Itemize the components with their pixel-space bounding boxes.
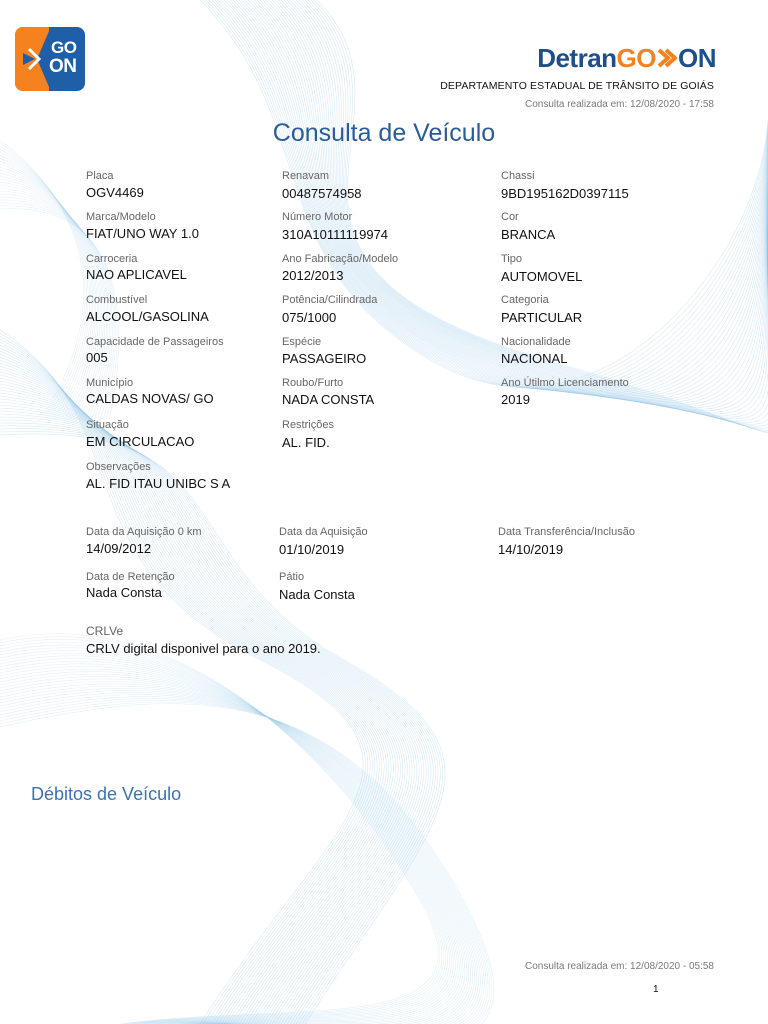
situacao-label: Situação (86, 419, 129, 431)
marca-modelo-value: FIAT/UNO WAY 1.0 (86, 226, 199, 241)
data-aquisicao-0km-label: Data da Aquisição 0 km (86, 526, 202, 538)
restricoes-label: Restrições (282, 419, 334, 431)
potencia-value: 075/1000 (282, 310, 337, 325)
municipio-label: Município (86, 377, 134, 389)
nacionalidade-label: Nacionalidade (501, 336, 571, 348)
crlve-label: CRLVe (86, 624, 124, 638)
data-retencao-value: Nada Consta (86, 585, 162, 600)
renavam-label: Renavam (282, 170, 330, 182)
ano-fabricacao-label: Ano Fabricação/Modelo (282, 253, 399, 265)
consulta-timestamp-bottom: Consulta realizada em: 12/08/2020 - 05:58 (524, 961, 714, 972)
categoria-label: Categoria (501, 294, 549, 306)
detran-go-on-logo (537, 42, 716, 74)
data-retencao-label: Data de Retenção (86, 571, 175, 583)
situacao-value: EM CIRCULACAO (86, 434, 195, 449)
ano-fabricacao-value: 2012/2013 (282, 268, 344, 283)
debitos-heading: Débitos de Veículo (31, 784, 182, 804)
nacionalidade-value: NACIONAL (501, 351, 568, 366)
observacoes-label: Observações (86, 461, 151, 473)
data-transferencia-value: 14/10/2019 (498, 542, 564, 557)
restricoes-value: AL. FID. (282, 435, 330, 450)
department-name: DEPARTAMENTO ESTADUAL DE TRÂNSITO DE GOIÁS (440, 80, 714, 92)
cor-value: BRANCA (501, 227, 556, 242)
ano-licenciamento-value: 2019 (501, 392, 530, 407)
categoria-value: PARTICULAR (501, 310, 583, 325)
capacidade-value: 005 (86, 350, 108, 365)
brand-detran-text: Detran (537, 43, 617, 73)
roubo-furto-label: Roubo/Furto (282, 377, 344, 389)
data-transferencia-label: Data Transferência/Inclusão (498, 526, 635, 538)
carroceria-value: NAO APLICAVEL (86, 267, 187, 282)
ano-licenciamento-label: Ano Útilmo Licenciamento (501, 377, 629, 389)
chassi-label: Chassi (501, 170, 535, 182)
placa-label: Placa (86, 170, 114, 182)
patio-value: Nada Consta (279, 587, 355, 602)
especie-value: PASSAGEIRO (282, 351, 367, 366)
app-logo-icon (15, 27, 85, 91)
page-title: Consulta de Veículo (272, 119, 496, 147)
tipo-value: AUTOMOVEL (501, 269, 583, 284)
consulta-timestamp-top: Consulta realizada em: 12/08/2020 - 17:58 (524, 99, 714, 110)
potencia-label: Potência/Cilindrada (282, 294, 378, 306)
page-number: 1 (653, 984, 659, 995)
crlve-value: CRLV digital disponivel para o ano 2019. (86, 641, 321, 656)
brand-on-text: ON (678, 43, 716, 73)
patio-label: Pátio (279, 571, 305, 583)
combustivel-value: ALCOOL/GASOLINA (86, 309, 209, 324)
renavam-value: 00487574958 (282, 186, 362, 201)
cor-label: Cor (501, 211, 519, 223)
observacoes-value: AL. FID ITAU UNIBC S A (86, 476, 231, 491)
carroceria-label: Carroceria (86, 253, 138, 265)
marca-modelo-label: Marca/Modelo (86, 211, 156, 223)
combustivel-label: Combustível (86, 294, 148, 306)
app-logo-on-text: ON (49, 56, 77, 77)
numero-motor-label: Número Motor (282, 211, 353, 223)
placa-value: OGV4469 (86, 185, 144, 200)
brand-go-text: GO (616, 43, 656, 73)
data-aquisicao-value: 01/10/2019 (279, 542, 345, 557)
data-aquisicao-label: Data da Aquisição (279, 526, 368, 538)
data-aquisicao-0km-value: 14/09/2012 (86, 541, 152, 556)
brand-arrow-icon (657, 46, 677, 70)
chassi-value: 9BD195162D0397115 (501, 186, 629, 201)
app-logo-go-text: GO (51, 38, 77, 57)
especie-label: Espécie (282, 336, 322, 348)
roubo-furto-value: NADA CONSTA (282, 392, 375, 407)
municipio-value: CALDAS NOVAS/ GO (86, 391, 214, 406)
numero-motor-value: 310A10111119974 (282, 227, 389, 242)
tipo-label: Tipo (501, 253, 522, 265)
capacidade-label: Capacidade de Passageiros (86, 336, 224, 348)
